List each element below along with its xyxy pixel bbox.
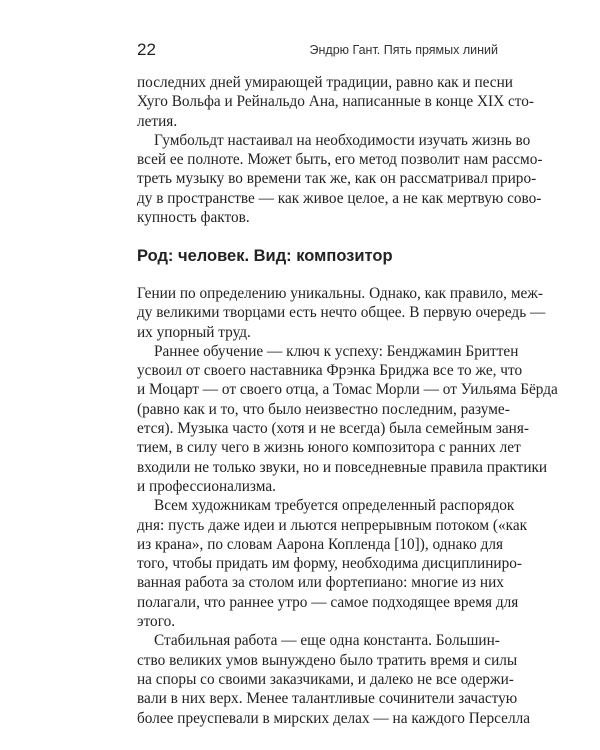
text-line: летия.: [137, 112, 178, 130]
paragraph: [137, 284, 546, 342]
text-line: вали в них верх. Менее талантливые сочинители зачастую: [137, 690, 518, 708]
text-line: из крана», по словам Аарона Копленда [10]), однако для: [137, 535, 504, 553]
text-line: Стабильная работа — еще одна константа. Большин-: [154, 632, 500, 650]
running-head: Эндрю Гант. Пять прямых линий: [309, 43, 498, 57]
text-line: последних дней умирающей традиции, равно как и песни: [137, 74, 513, 91]
text-line: треть музыку во времени так же, как он рассматривал приро-: [137, 170, 537, 188]
text-line: ется). Музыка часто (хотя и не всегда) была семейным заня-: [137, 420, 529, 438]
text-line: ду великими творцами есть нечто общее. В первую очередь —: [137, 304, 546, 322]
text-line: Гении по определению уникальны. Однако, как правило, меж-: [137, 285, 543, 302]
text-line: Хуго Вольфа и Рейнальдо Ана, написанные в конце XIX сто-: [137, 93, 534, 111]
text-line: (равно как и то, что было неизвестно последним, разуме-: [137, 400, 510, 418]
text-line: более преуспевали в мирских делах — на каждого Перселла: [137, 709, 531, 727]
text-line: того, чтобы придать им форму, необходима дисциплиниро-: [137, 555, 522, 573]
text-line: полагали, что раннее утро — самое подходящее время для: [137, 593, 519, 611]
text-line: Раннее обучение — ключ к успеху: Бенджамин Бриттен: [154, 342, 519, 360]
section-composer-text: [137, 284, 558, 728]
text-line: этого.: [137, 613, 176, 631]
text-line: Всем художникам требуется определенный распорядок: [154, 497, 515, 515]
text-line: всей ее полноте. Может быть, его метод позволит нам рассмо-: [137, 151, 543, 169]
paragraph: [137, 73, 534, 131]
text-line: и профессионализма.: [137, 477, 276, 495]
text-line: тием, в силу чего в жизнь юного композитора с ранних лет: [137, 439, 521, 457]
paragraph: [137, 131, 543, 227]
section-heading: Род: человек. Вид: композитор: [137, 247, 393, 265]
page-header: [137, 40, 498, 64]
page-number: 22: [137, 40, 156, 59]
text-line: ство великих умов вынуждено было тратить время и силы: [137, 651, 518, 669]
text-line: дня: пусть даже идеи и льются непрерывным потоком («как: [137, 516, 528, 534]
text-line: на споры со своими заказчиками, и далеко не все одержи-: [137, 670, 514, 688]
paragraph: [137, 342, 558, 496]
text-line: усвоил от своего наставника Фрэнка Бриджа все то же, что: [137, 362, 523, 380]
text-line: входили не только звуки, но и повседневные правила практики: [137, 458, 548, 476]
section-intro-text: [137, 73, 543, 227]
text-line: ванная работа за столом или фортепиано: многие из них: [137, 574, 504, 592]
paragraph: [137, 496, 528, 631]
text-line: и Моцарт — от своего отца, а Томас Морли — от Уильяма Бёрда: [137, 381, 558, 399]
text-line: Гумбольдт настаивал на необходимости изучать жизнь во: [154, 131, 531, 149]
text-line: их упорный труд.: [137, 323, 251, 341]
paragraph: [137, 631, 531, 727]
text-line: ду в пространстве — как живое целое, а не как мертвую сово-: [137, 189, 542, 207]
text-line: купность фактов.: [137, 209, 250, 227]
